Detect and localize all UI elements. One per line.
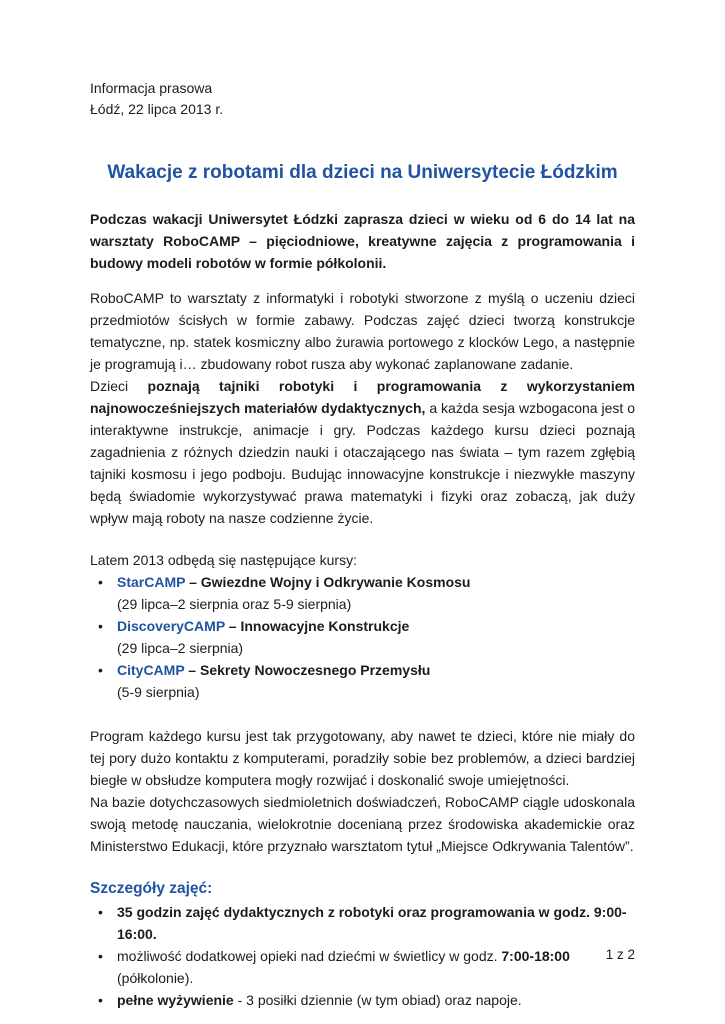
course-title: – Sekrety Nowoczesnego Przemysłu xyxy=(184,662,431,678)
text-run: (półkolonie). xyxy=(117,970,194,986)
lead-paragraph: Podczas wakacji Uniwersytet Łódzki zaprasza dzieci w wieku od 6 do 14 lat na warsztaty RoboCAMP – pięciodniowe, kreatywne zajęcia z programowania i budowy modeli robotów w formie półkolonii. xyxy=(90,211,635,271)
detail-item-care xyxy=(90,945,635,989)
course-item-starcamp xyxy=(90,571,635,615)
course-title: – Gwiezdne Wojny i Odkrywanie Kosmosu xyxy=(185,574,471,590)
bold-run: poznają tajniki robotyki i programowania z wykorzystaniem najnowocześniejszych materiałów dydaktycznych, xyxy=(90,378,635,416)
details-list xyxy=(90,901,635,1011)
detail-item-meals xyxy=(90,989,635,1011)
bold-run: 35 godzin zajęć dydaktycznych z robotyki oraz programowania w godz. 9:00-16:00. xyxy=(117,904,627,942)
course-dates: (29 lipca–2 sierpnia) xyxy=(117,640,244,656)
text-run: możliwość dodatkowej opieki nad dziećmi w świetlicy w godz. xyxy=(117,948,502,964)
page-number: 1 z 2 xyxy=(605,947,635,962)
courses-intro: Latem 2013 odbędą się następujące kursy: xyxy=(90,552,357,568)
body-block-1 xyxy=(90,287,635,529)
courses-list xyxy=(90,571,635,703)
text-run: a każda sesja wzbogacona jest o interaktywne instrukcje, animacje i gry. Podczas każdego kursu dzieci poznają zagadnienia z różnych dziedzin nauki i otaczającego nas świata – tym razem zgłębią tajniki kosmosu i jego podboju. Budując innowacyjne konstrukcje i niezwykłe maszyny będą świadomie wykorzystywać prawa matematyki i fizyki oraz zobaczą, jak duży wpływ mają roboty na nasze codzienne życie. xyxy=(90,400,635,526)
text-run: Dzieci xyxy=(90,378,148,394)
body-paragraph-1: RoboCAMP to warsztaty z informatyki i robotyki stworzone z myślą o uczeniu dzieci przedmiotów ścisłych w formie zabawy. Podczas zajęć dzieci tworzą konstrukcje tematyczne, np. statek kosmiczny albo żurawia portowego z klocków Lego, a następnie je programują i… zbudowany robot rusza aby wykonać zaplanowane zadanie. xyxy=(90,290,635,372)
text-run: - 3 posiłki dziennie (w tym obiad) oraz napoje. xyxy=(233,992,522,1008)
course-dates: (29 lipca–2 sierpnia oraz 5-9 sierpnia) xyxy=(117,596,352,612)
course-name: StarCAMP xyxy=(117,574,186,590)
course-name: DiscoveryCAMP xyxy=(117,618,225,634)
course-item-citycamp xyxy=(90,659,635,703)
bold-run: pełne wyżywienie xyxy=(117,992,234,1008)
course-item-discoverycamp xyxy=(90,615,635,659)
body-block-2 xyxy=(90,725,635,857)
detail-item-hours xyxy=(90,901,635,945)
body-paragraph-4: Na bazie dotychczasowych siedmioletnich doświadczeń, RoboCAMP ciągle udoskonala swoją metodę nauczania, wielokrotnie docenianą przez środowiska akademickie oraz Ministerstwo Edukacji, które przyznało warsztatom tytuł „Miejsce Odkrywania Talentów”. xyxy=(90,794,635,854)
press-label: Informacja prasowa xyxy=(90,80,213,96)
document-title: Wakacje z robotami dla dzieci na Uniwersytecie Łódzkim xyxy=(107,162,618,183)
press-header xyxy=(90,78,635,120)
bold-run: 7:00-18:00 xyxy=(501,948,570,964)
details-heading: Szczegóły zajęć: xyxy=(90,880,213,897)
dateline: Łódź, 22 lipca 2013 r. xyxy=(90,101,224,117)
course-name: CityCAMP xyxy=(117,662,185,678)
course-title: – Innowacyjne Konstrukcje xyxy=(224,618,410,634)
body-paragraph-3: Program każdego kursu jest tak przygotowany, aby nawet te dzieci, które nie miały do tej pory dużo kontaktu z komputerami, poradziły sobie bez problemów, a dzieci bardziej biegłe w obsłudze komputera mogły rozwijać i doskonalić swoje umiejętności. xyxy=(90,728,635,788)
course-dates: (5-9 sierpnia) xyxy=(117,684,200,700)
body-paragraph-2 xyxy=(90,375,635,529)
